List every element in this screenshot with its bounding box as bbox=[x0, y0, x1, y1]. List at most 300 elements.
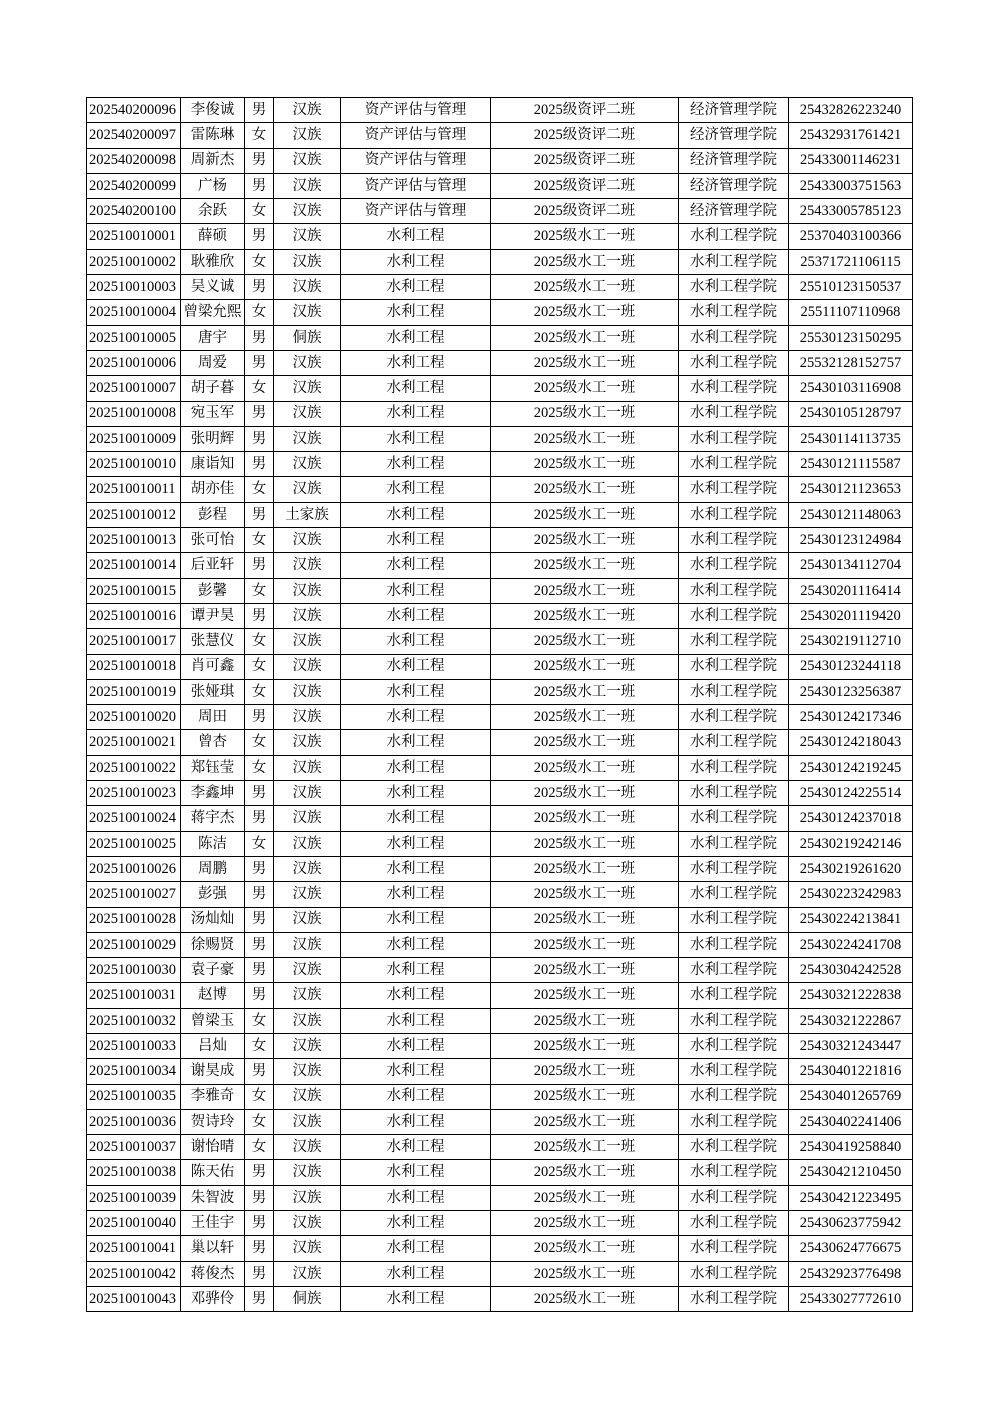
class-cell: 2025级资评二班 bbox=[491, 199, 679, 224]
gender-cell: 女 bbox=[245, 730, 274, 755]
table-row bbox=[87, 275, 913, 300]
class-cell: 2025级水工一班 bbox=[491, 1008, 679, 1033]
table-row bbox=[87, 882, 913, 907]
table-row bbox=[87, 199, 913, 224]
class-cell: 2025级水工一班 bbox=[491, 325, 679, 350]
ethnicity-cell: 汉族 bbox=[274, 249, 341, 274]
class-cell: 2025级水工一班 bbox=[491, 578, 679, 603]
college-cell: 水利工程学院 bbox=[679, 452, 789, 477]
table-row bbox=[87, 376, 913, 401]
major-cell: 水利工程 bbox=[341, 958, 491, 983]
ethnicity-cell: 汉族 bbox=[274, 958, 341, 983]
student-id-cell: 202510010017 bbox=[87, 629, 181, 654]
college-cell: 水利工程学院 bbox=[679, 249, 789, 274]
class-cell: 2025级水工一班 bbox=[491, 1286, 679, 1311]
student-id-cell: 202510010010 bbox=[87, 452, 181, 477]
exam-number-cell: 25430121123653 bbox=[789, 477, 913, 502]
student-name-cell: 周新杰 bbox=[181, 148, 245, 173]
ethnicity-cell: 汉族 bbox=[274, 856, 341, 881]
student-id-cell: 202510010034 bbox=[87, 1059, 181, 1084]
table-row bbox=[87, 477, 913, 502]
class-cell: 2025级水工一班 bbox=[491, 452, 679, 477]
table-row bbox=[87, 1236, 913, 1261]
major-cell: 水利工程 bbox=[341, 426, 491, 451]
ethnicity-cell: 汉族 bbox=[274, 1135, 341, 1160]
table-row bbox=[87, 1286, 913, 1311]
table-row bbox=[87, 755, 913, 780]
table-row bbox=[87, 148, 913, 173]
college-cell: 水利工程学院 bbox=[679, 1236, 789, 1261]
student-name-cell: 周爱 bbox=[181, 350, 245, 375]
ethnicity-cell: 土家族 bbox=[274, 502, 341, 527]
gender-cell: 男 bbox=[245, 705, 274, 730]
student-name-cell: 张明辉 bbox=[181, 426, 245, 451]
class-cell: 2025级水工一班 bbox=[491, 426, 679, 451]
student-name-cell: 彭强 bbox=[181, 882, 245, 907]
student-name-cell: 谢怡晴 bbox=[181, 1135, 245, 1160]
student-name-cell: 彭程 bbox=[181, 502, 245, 527]
student-name-cell: 徐赐贤 bbox=[181, 932, 245, 957]
student-id-cell: 202510010035 bbox=[87, 1084, 181, 1109]
class-cell: 2025级水工一班 bbox=[491, 958, 679, 983]
student-id-cell: 202510010031 bbox=[87, 983, 181, 1008]
exam-number-cell: 25430124219245 bbox=[789, 755, 913, 780]
class-cell: 2025级资评二班 bbox=[491, 148, 679, 173]
college-cell: 水利工程学院 bbox=[679, 325, 789, 350]
student-name-cell: 朱智波 bbox=[181, 1185, 245, 1210]
student-name-cell: 周鹏 bbox=[181, 856, 245, 881]
student-name-cell: 胡亦佳 bbox=[181, 477, 245, 502]
roster-body bbox=[87, 98, 913, 1312]
student-id-cell: 202510010029 bbox=[87, 932, 181, 957]
exam-number-cell: 25430321222838 bbox=[789, 983, 913, 1008]
exam-number-cell: 25430401265769 bbox=[789, 1084, 913, 1109]
table-row bbox=[87, 325, 913, 350]
exam-number-cell: 25433001146231 bbox=[789, 148, 913, 173]
major-cell: 水利工程 bbox=[341, 1236, 491, 1261]
table-row bbox=[87, 300, 913, 325]
student-id-cell: 202510010014 bbox=[87, 553, 181, 578]
student-id-cell: 202540200100 bbox=[87, 199, 181, 224]
student-name-cell: 曾杏 bbox=[181, 730, 245, 755]
exam-number-cell: 25371721106115 bbox=[789, 249, 913, 274]
gender-cell: 女 bbox=[245, 578, 274, 603]
student-name-cell: 后亚轩 bbox=[181, 553, 245, 578]
major-cell: 水利工程 bbox=[341, 249, 491, 274]
ethnicity-cell: 汉族 bbox=[274, 882, 341, 907]
ethnicity-cell: 汉族 bbox=[274, 426, 341, 451]
ethnicity-cell: 汉族 bbox=[274, 199, 341, 224]
table-row bbox=[87, 173, 913, 198]
exam-number-cell: 25432826223240 bbox=[789, 98, 913, 123]
class-cell: 2025级水工一班 bbox=[491, 350, 679, 375]
major-cell: 水利工程 bbox=[341, 1059, 491, 1084]
table-row bbox=[87, 528, 913, 553]
ethnicity-cell: 汉族 bbox=[274, 831, 341, 856]
table-row bbox=[87, 603, 913, 628]
class-cell: 2025级水工一班 bbox=[491, 654, 679, 679]
student-id-cell: 202510010022 bbox=[87, 755, 181, 780]
college-cell: 水利工程学院 bbox=[679, 1033, 789, 1058]
major-cell: 水利工程 bbox=[341, 224, 491, 249]
college-cell: 水利工程学院 bbox=[679, 856, 789, 881]
ethnicity-cell: 汉族 bbox=[274, 1211, 341, 1236]
major-cell: 水利工程 bbox=[341, 679, 491, 704]
major-cell: 水利工程 bbox=[341, 1185, 491, 1210]
gender-cell: 男 bbox=[245, 882, 274, 907]
table-row bbox=[87, 629, 913, 654]
major-cell: 水利工程 bbox=[341, 755, 491, 780]
student-name-cell: 胡子暮 bbox=[181, 376, 245, 401]
table-row bbox=[87, 249, 913, 274]
college-cell: 水利工程学院 bbox=[679, 300, 789, 325]
exam-number-cell: 25430224213841 bbox=[789, 907, 913, 932]
college-cell: 水利工程学院 bbox=[679, 654, 789, 679]
exam-number-cell: 25370403100366 bbox=[789, 224, 913, 249]
college-cell: 水利工程学院 bbox=[679, 983, 789, 1008]
student-id-cell: 202510010027 bbox=[87, 882, 181, 907]
college-cell: 水利工程学院 bbox=[679, 907, 789, 932]
student-id-cell: 202510010002 bbox=[87, 249, 181, 274]
college-cell: 水利工程学院 bbox=[679, 477, 789, 502]
college-cell: 水利工程学院 bbox=[679, 1211, 789, 1236]
table-row bbox=[87, 958, 913, 983]
table-row bbox=[87, 932, 913, 957]
ethnicity-cell: 汉族 bbox=[274, 907, 341, 932]
major-cell: 水利工程 bbox=[341, 806, 491, 831]
student-id-cell: 202510010007 bbox=[87, 376, 181, 401]
exam-number-cell: 25430121115587 bbox=[789, 452, 913, 477]
student-name-cell: 王佳宇 bbox=[181, 1211, 245, 1236]
major-cell: 水利工程 bbox=[341, 1211, 491, 1236]
major-cell: 水利工程 bbox=[341, 781, 491, 806]
ethnicity-cell: 侗族 bbox=[274, 325, 341, 350]
exam-number-cell: 25430624776675 bbox=[789, 1236, 913, 1261]
major-cell: 水利工程 bbox=[341, 578, 491, 603]
exam-number-cell: 25430304242528 bbox=[789, 958, 913, 983]
exam-number-cell: 25433003751563 bbox=[789, 173, 913, 198]
major-cell: 水利工程 bbox=[341, 325, 491, 350]
ethnicity-cell: 汉族 bbox=[274, 350, 341, 375]
college-cell: 经济管理学院 bbox=[679, 98, 789, 123]
gender-cell: 女 bbox=[245, 1008, 274, 1033]
student-name-cell: 蒋宇杰 bbox=[181, 806, 245, 831]
gender-cell: 男 bbox=[245, 350, 274, 375]
ethnicity-cell: 汉族 bbox=[274, 1008, 341, 1033]
major-cell: 水利工程 bbox=[341, 1135, 491, 1160]
table-row bbox=[87, 224, 913, 249]
college-cell: 经济管理学院 bbox=[679, 123, 789, 148]
table-row bbox=[87, 781, 913, 806]
college-cell: 水利工程学院 bbox=[679, 781, 789, 806]
class-cell: 2025级水工一班 bbox=[491, 1109, 679, 1134]
exam-number-cell: 25430421210450 bbox=[789, 1160, 913, 1185]
student-id-cell: 202540200099 bbox=[87, 173, 181, 198]
class-cell: 2025级水工一班 bbox=[491, 907, 679, 932]
ethnicity-cell: 汉族 bbox=[274, 781, 341, 806]
table-row bbox=[87, 1109, 913, 1134]
ethnicity-cell: 汉族 bbox=[274, 629, 341, 654]
college-cell: 水利工程学院 bbox=[679, 1084, 789, 1109]
table-row bbox=[87, 1261, 913, 1286]
table-row bbox=[87, 98, 913, 123]
student-name-cell: 汤灿灿 bbox=[181, 907, 245, 932]
major-cell: 水利工程 bbox=[341, 603, 491, 628]
student-id-cell: 202510010008 bbox=[87, 401, 181, 426]
exam-number-cell: 25432931761421 bbox=[789, 123, 913, 148]
major-cell: 水利工程 bbox=[341, 629, 491, 654]
ethnicity-cell: 汉族 bbox=[274, 932, 341, 957]
gender-cell: 女 bbox=[245, 679, 274, 704]
gender-cell: 男 bbox=[245, 426, 274, 451]
ethnicity-cell: 汉族 bbox=[274, 528, 341, 553]
class-cell: 2025级水工一班 bbox=[491, 477, 679, 502]
exam-number-cell: 25510123150537 bbox=[789, 275, 913, 300]
class-cell: 2025级水工一班 bbox=[491, 705, 679, 730]
exam-number-cell: 25430223242983 bbox=[789, 882, 913, 907]
major-cell: 水利工程 bbox=[341, 1084, 491, 1109]
exam-number-cell: 25430419258840 bbox=[789, 1135, 913, 1160]
gender-cell: 女 bbox=[245, 300, 274, 325]
ethnicity-cell: 汉族 bbox=[274, 1059, 341, 1084]
ethnicity-cell: 汉族 bbox=[274, 1109, 341, 1134]
major-cell: 水利工程 bbox=[341, 477, 491, 502]
ethnicity-cell: 汉族 bbox=[274, 224, 341, 249]
table-row bbox=[87, 705, 913, 730]
table-row bbox=[87, 1185, 913, 1210]
exam-number-cell: 25432923776498 bbox=[789, 1261, 913, 1286]
class-cell: 2025级水工一班 bbox=[491, 831, 679, 856]
table-row bbox=[87, 553, 913, 578]
student-id-cell: 202510010015 bbox=[87, 578, 181, 603]
student-name-cell: 余跃 bbox=[181, 199, 245, 224]
student-name-cell: 吴义诚 bbox=[181, 275, 245, 300]
major-cell: 资产评估与管理 bbox=[341, 199, 491, 224]
student-id-cell: 202510010038 bbox=[87, 1160, 181, 1185]
ethnicity-cell: 汉族 bbox=[274, 98, 341, 123]
major-cell: 水利工程 bbox=[341, 730, 491, 755]
class-cell: 2025级水工一班 bbox=[491, 932, 679, 957]
exam-number-cell: 25433027772610 bbox=[789, 1286, 913, 1311]
ethnicity-cell: 汉族 bbox=[274, 755, 341, 780]
table-row bbox=[87, 123, 913, 148]
gender-cell: 男 bbox=[245, 148, 274, 173]
college-cell: 水利工程学院 bbox=[679, 1135, 789, 1160]
student-name-cell: 李俊诚 bbox=[181, 98, 245, 123]
gender-cell: 女 bbox=[245, 477, 274, 502]
college-cell: 水利工程学院 bbox=[679, 932, 789, 957]
gender-cell: 男 bbox=[245, 325, 274, 350]
class-cell: 2025级水工一班 bbox=[491, 983, 679, 1008]
major-cell: 水利工程 bbox=[341, 705, 491, 730]
college-cell: 水利工程学院 bbox=[679, 755, 789, 780]
student-name-cell: 李鑫坤 bbox=[181, 781, 245, 806]
major-cell: 资产评估与管理 bbox=[341, 123, 491, 148]
exam-number-cell: 25430105128797 bbox=[789, 401, 913, 426]
exam-number-cell: 25430121148063 bbox=[789, 502, 913, 527]
student-name-cell: 宛玉军 bbox=[181, 401, 245, 426]
exam-number-cell: 25430201116414 bbox=[789, 578, 913, 603]
table-row bbox=[87, 1084, 913, 1109]
class-cell: 2025级水工一班 bbox=[491, 806, 679, 831]
major-cell: 水利工程 bbox=[341, 654, 491, 679]
student-id-cell: 202510010024 bbox=[87, 806, 181, 831]
ethnicity-cell: 汉族 bbox=[274, 654, 341, 679]
college-cell: 水利工程学院 bbox=[679, 1008, 789, 1033]
student-id-cell: 202510010009 bbox=[87, 426, 181, 451]
exam-number-cell: 25430402241406 bbox=[789, 1109, 913, 1134]
ethnicity-cell: 汉族 bbox=[274, 376, 341, 401]
gender-cell: 男 bbox=[245, 224, 274, 249]
gender-cell: 男 bbox=[245, 502, 274, 527]
exam-number-cell: 25430124218043 bbox=[789, 730, 913, 755]
exam-number-cell: 25511107110968 bbox=[789, 300, 913, 325]
student-id-cell: 202510010001 bbox=[87, 224, 181, 249]
major-cell: 水利工程 bbox=[341, 502, 491, 527]
exam-number-cell: 25430219261620 bbox=[789, 856, 913, 881]
gender-cell: 男 bbox=[245, 173, 274, 198]
student-id-cell: 202510010028 bbox=[87, 907, 181, 932]
class-cell: 2025级水工一班 bbox=[491, 224, 679, 249]
major-cell: 水利工程 bbox=[341, 1008, 491, 1033]
class-cell: 2025级水工一班 bbox=[491, 1084, 679, 1109]
major-cell: 水利工程 bbox=[341, 1109, 491, 1134]
college-cell: 水利工程学院 bbox=[679, 502, 789, 527]
student-id-cell: 202510010037 bbox=[87, 1135, 181, 1160]
ethnicity-cell: 汉族 bbox=[274, 401, 341, 426]
college-cell: 水利工程学院 bbox=[679, 401, 789, 426]
table-row bbox=[87, 856, 913, 881]
college-cell: 水利工程学院 bbox=[679, 528, 789, 553]
gender-cell: 男 bbox=[245, 98, 274, 123]
gender-cell: 女 bbox=[245, 1084, 274, 1109]
student-name-cell: 彭馨 bbox=[181, 578, 245, 603]
major-cell: 水利工程 bbox=[341, 275, 491, 300]
gender-cell: 女 bbox=[245, 528, 274, 553]
class-cell: 2025级水工一班 bbox=[491, 1211, 679, 1236]
college-cell: 水利工程学院 bbox=[679, 224, 789, 249]
gender-cell: 男 bbox=[245, 1059, 274, 1084]
table-row bbox=[87, 502, 913, 527]
class-cell: 2025级资评二班 bbox=[491, 173, 679, 198]
student-name-cell: 吕灿 bbox=[181, 1033, 245, 1058]
gender-cell: 男 bbox=[245, 958, 274, 983]
table-row bbox=[87, 679, 913, 704]
student-name-cell: 薛硕 bbox=[181, 224, 245, 249]
major-cell: 水利工程 bbox=[341, 983, 491, 1008]
table-row bbox=[87, 654, 913, 679]
exam-number-cell: 25430134112704 bbox=[789, 553, 913, 578]
class-cell: 2025级水工一班 bbox=[491, 300, 679, 325]
gender-cell: 女 bbox=[245, 654, 274, 679]
student-id-cell: 202510010026 bbox=[87, 856, 181, 881]
exam-number-cell: 25530123150295 bbox=[789, 325, 913, 350]
table-row bbox=[87, 1160, 913, 1185]
student-name-cell: 李雅奇 bbox=[181, 1084, 245, 1109]
student-id-cell: 202540200098 bbox=[87, 148, 181, 173]
ethnicity-cell: 汉族 bbox=[274, 705, 341, 730]
class-cell: 2025级水工一班 bbox=[491, 1135, 679, 1160]
student-id-cell: 202510010021 bbox=[87, 730, 181, 755]
major-cell: 水利工程 bbox=[341, 932, 491, 957]
table-row bbox=[87, 1033, 913, 1058]
student-id-cell: 202510010036 bbox=[87, 1109, 181, 1134]
table-row bbox=[87, 426, 913, 451]
class-cell: 2025级水工一班 bbox=[491, 1059, 679, 1084]
ethnicity-cell: 汉族 bbox=[274, 983, 341, 1008]
college-cell: 水利工程学院 bbox=[679, 275, 789, 300]
student-roster-table bbox=[86, 97, 913, 1312]
gender-cell: 男 bbox=[245, 932, 274, 957]
student-id-cell: 202510010018 bbox=[87, 654, 181, 679]
major-cell: 水利工程 bbox=[341, 300, 491, 325]
table-row bbox=[87, 1008, 913, 1033]
ethnicity-cell: 汉族 bbox=[274, 148, 341, 173]
ethnicity-cell: 汉族 bbox=[274, 1185, 341, 1210]
class-cell: 2025级水工一班 bbox=[491, 1261, 679, 1286]
class-cell: 2025级水工一班 bbox=[491, 629, 679, 654]
student-name-cell: 周田 bbox=[181, 705, 245, 730]
gender-cell: 男 bbox=[245, 907, 274, 932]
college-cell: 水利工程学院 bbox=[679, 553, 789, 578]
student-name-cell: 唐宇 bbox=[181, 325, 245, 350]
major-cell: 资产评估与管理 bbox=[341, 98, 491, 123]
student-name-cell: 巢以轩 bbox=[181, 1236, 245, 1261]
table-row bbox=[87, 1211, 913, 1236]
class-cell: 2025级水工一班 bbox=[491, 1185, 679, 1210]
gender-cell: 男 bbox=[245, 603, 274, 628]
table-row bbox=[87, 730, 913, 755]
gender-cell: 女 bbox=[245, 629, 274, 654]
student-id-cell: 202510010004 bbox=[87, 300, 181, 325]
gender-cell: 女 bbox=[245, 755, 274, 780]
student-id-cell: 202510010023 bbox=[87, 781, 181, 806]
table-row bbox=[87, 452, 913, 477]
ethnicity-cell: 汉族 bbox=[274, 477, 341, 502]
exam-number-cell: 25430219242146 bbox=[789, 831, 913, 856]
college-cell: 经济管理学院 bbox=[679, 148, 789, 173]
table-row bbox=[87, 831, 913, 856]
gender-cell: 男 bbox=[245, 1160, 274, 1185]
major-cell: 水利工程 bbox=[341, 1286, 491, 1311]
gender-cell: 男 bbox=[245, 781, 274, 806]
student-id-cell: 202510010013 bbox=[87, 528, 181, 553]
college-cell: 水利工程学院 bbox=[679, 882, 789, 907]
exam-number-cell: 25430124237018 bbox=[789, 806, 913, 831]
student-id-cell: 202510010005 bbox=[87, 325, 181, 350]
major-cell: 水利工程 bbox=[341, 907, 491, 932]
student-name-cell: 张慧仪 bbox=[181, 629, 245, 654]
ethnicity-cell: 汉族 bbox=[274, 275, 341, 300]
class-cell: 2025级水工一班 bbox=[491, 730, 679, 755]
gender-cell: 女 bbox=[245, 1109, 274, 1134]
exam-number-cell: 25430321243447 bbox=[789, 1033, 913, 1058]
student-id-cell: 202510010011 bbox=[87, 477, 181, 502]
exam-number-cell: 25433005785123 bbox=[789, 199, 913, 224]
gender-cell: 女 bbox=[245, 123, 274, 148]
student-id-cell: 202510010042 bbox=[87, 1261, 181, 1286]
student-name-cell: 邓骅伶 bbox=[181, 1286, 245, 1311]
exam-number-cell: 25430123256387 bbox=[789, 679, 913, 704]
college-cell: 水利工程学院 bbox=[679, 831, 789, 856]
major-cell: 水利工程 bbox=[341, 452, 491, 477]
gender-cell: 男 bbox=[245, 275, 274, 300]
exam-number-cell: 25430224241708 bbox=[789, 932, 913, 957]
major-cell: 水利工程 bbox=[341, 856, 491, 881]
college-cell: 水利工程学院 bbox=[679, 705, 789, 730]
student-id-cell: 202510010039 bbox=[87, 1185, 181, 1210]
ethnicity-cell: 汉族 bbox=[274, 123, 341, 148]
